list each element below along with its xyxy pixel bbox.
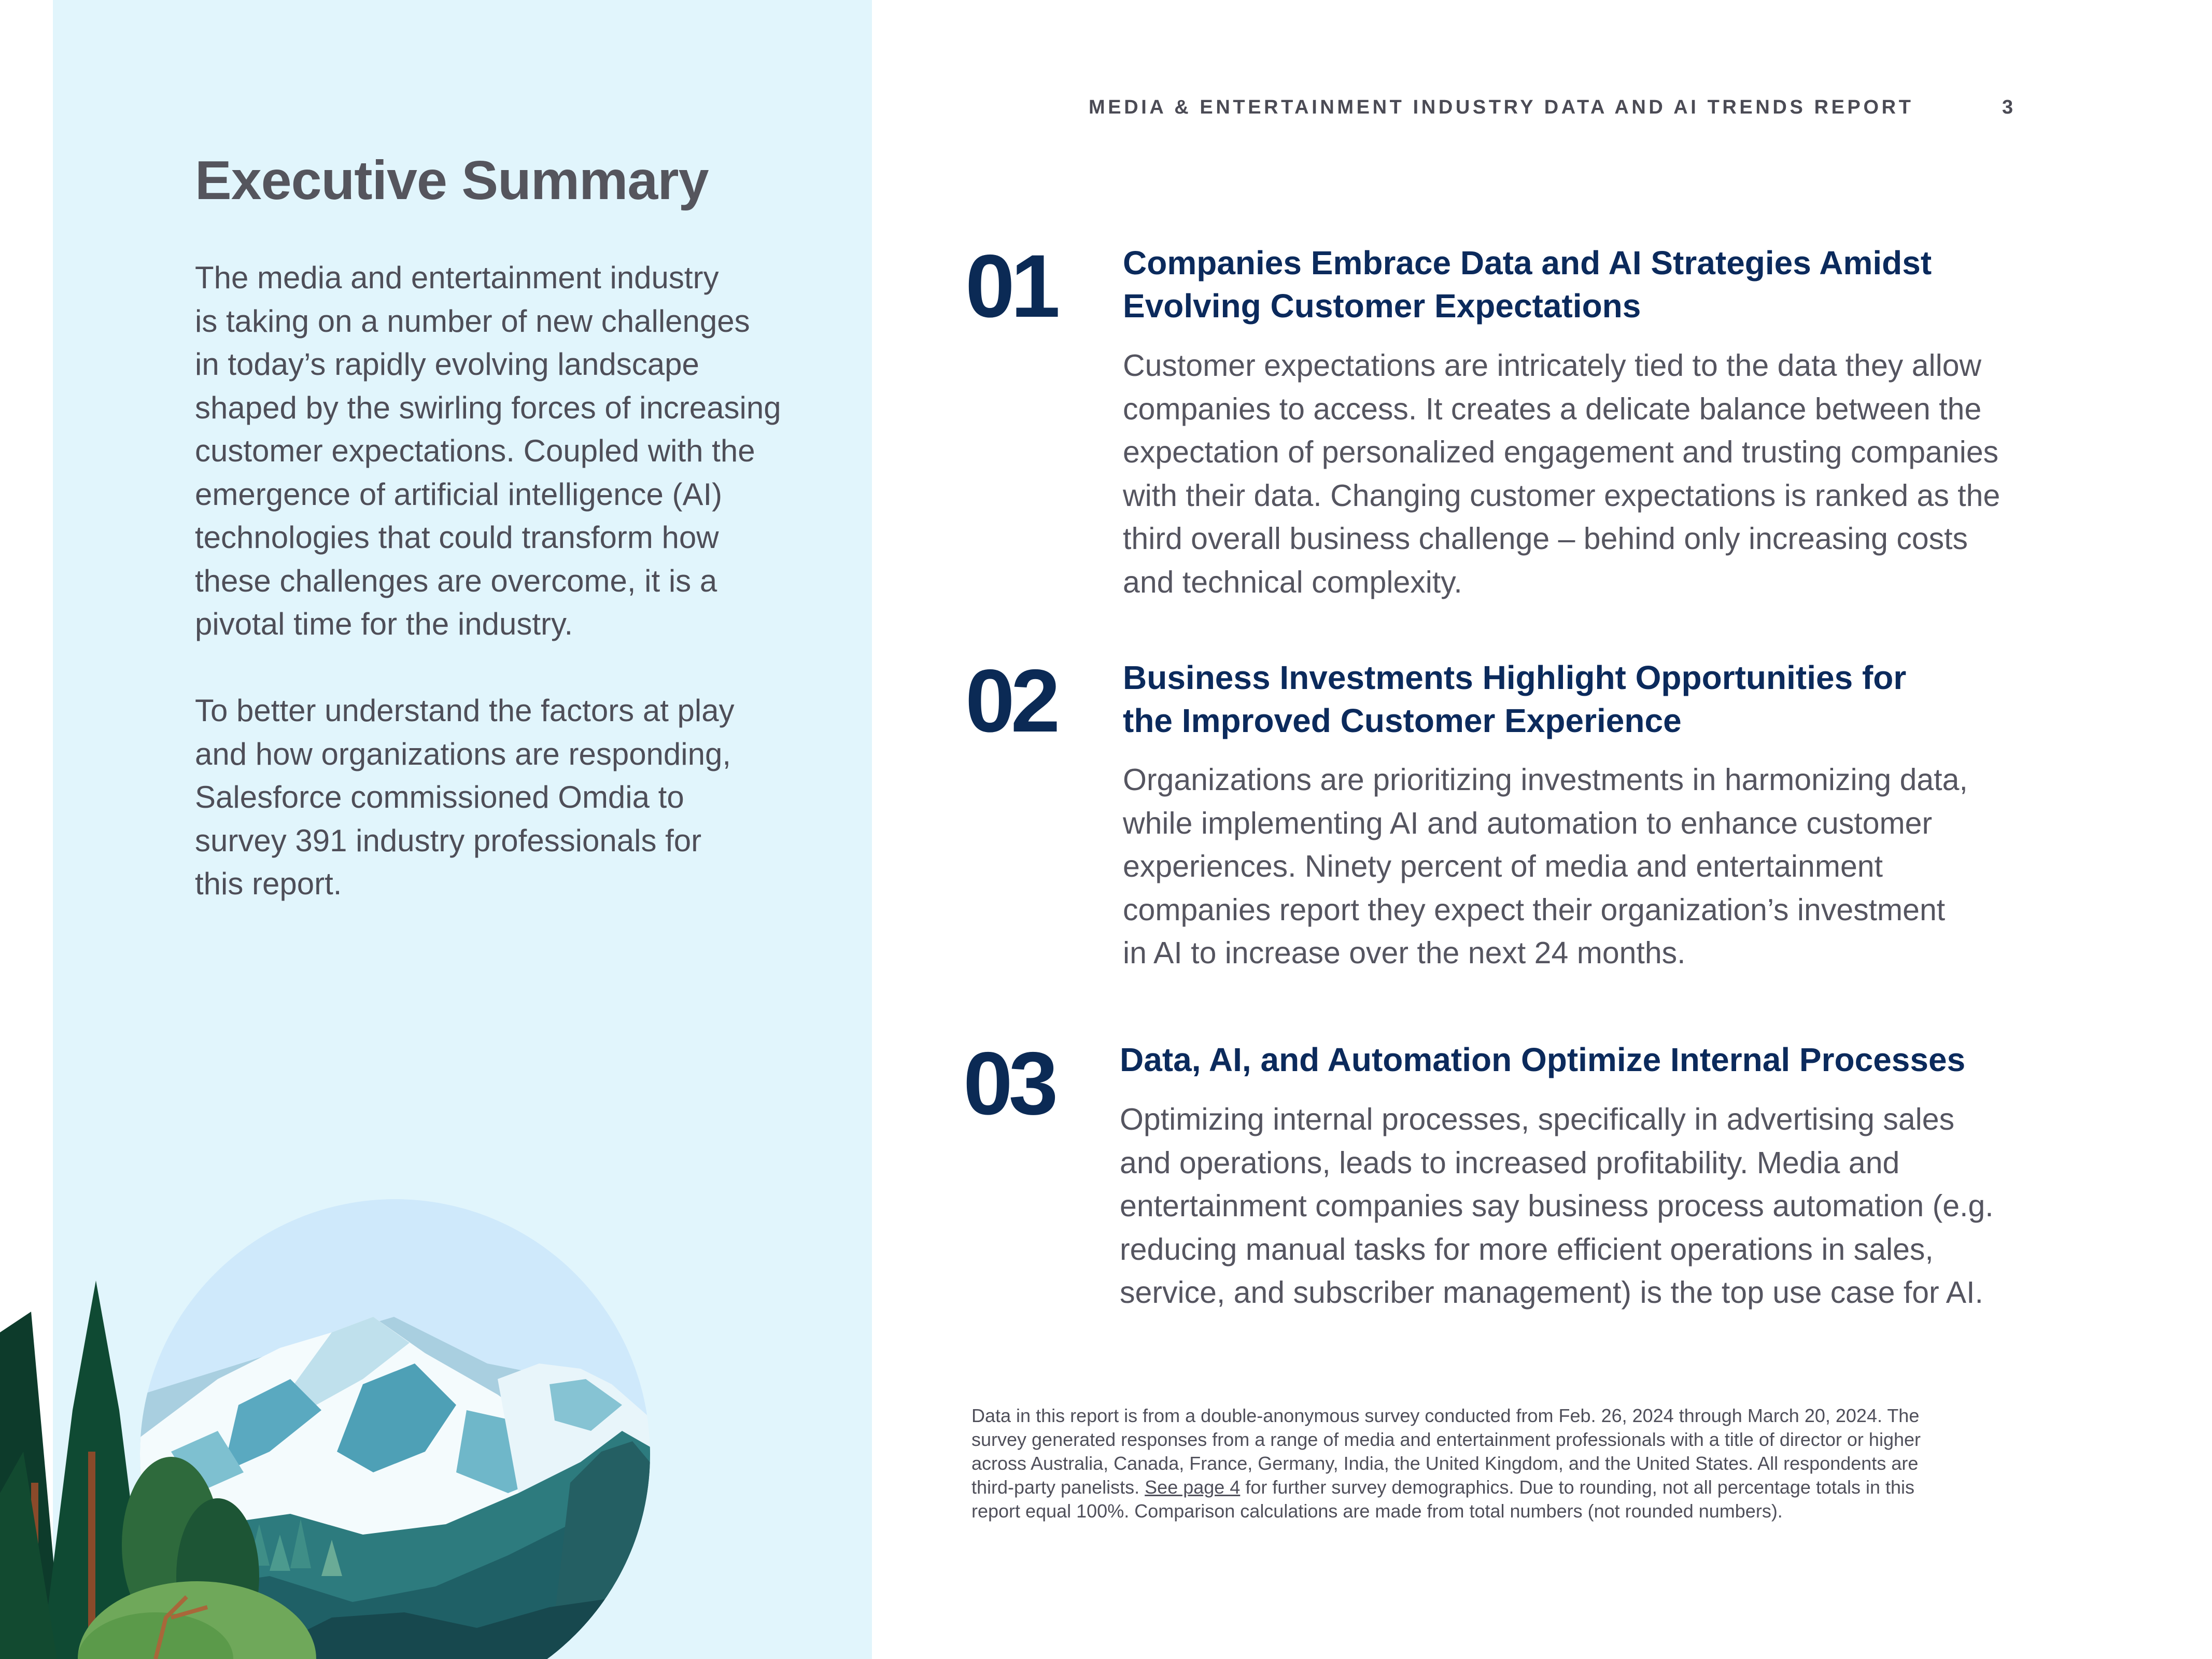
- intro-1-line-7: technologies that could transform how: [195, 520, 719, 555]
- footnote-line-4-start: third-party panelists.: [971, 1477, 1145, 1498]
- section-number-03: 03: [963, 1034, 1054, 1133]
- section-03-title-line-1: Data, AI, and Automation Optimize Internal Processes: [1120, 1041, 1966, 1078]
- intro-2-line-2: and how organizations are responding,: [195, 736, 731, 771]
- section-02-title-line-2: the Improved Customer Experience: [1123, 702, 1682, 739]
- intro-paragraph-1: [195, 256, 807, 646]
- intro-1-line-4: shaped by the swirling forces of increasing: [195, 390, 781, 425]
- section-01-body-line-4: with their data. Changing customer expectations is ranked as the: [1123, 478, 2000, 513]
- section-01-body-line-2: companies to access. It creates a delicate balance between the: [1123, 391, 1982, 426]
- intro-1-line-2: is taking on a number of new challenges: [195, 303, 750, 339]
- footnote-line-2: survey generated responses from a range of media and entertainment professionals with a title of director or higher: [971, 1429, 1921, 1450]
- section-02-body-line-2: while implementing AI and automation to enhance customer: [1123, 806, 1933, 840]
- footnote-line-3: across Australia, Canada, France, Germany, India, the United Kingdom, and the United States. All respondents are: [971, 1453, 1919, 1474]
- intro-2-line-3: Salesforce commissioned Omdia to: [195, 780, 684, 814]
- report-header-title: MEDIA & ENTERTAINMENT INDUSTRY DATA AND AI TRENDS REPORT: [1089, 96, 1914, 118]
- section-03-body-line-5: service, and subscriber management) is the top use case for AI.: [1120, 1275, 1983, 1310]
- section-body-01: [1123, 344, 2009, 604]
- section-01-body-line-3: expectation of personalized engagement and trusting companies: [1123, 435, 1999, 469]
- section-01-body-line-1: Customer expectations are intricately tied to the data they allow: [1123, 348, 1982, 383]
- section-01-title-line-2: Evolving Customer Expectations: [1123, 287, 1641, 325]
- section-number-02: 02: [965, 651, 1056, 751]
- section-number-01: 01: [965, 236, 1056, 336]
- mountain-illustration: [0, 1161, 881, 1659]
- section-02-body-line-5: in AI to increase over the next 24 months.: [1123, 936, 1686, 970]
- intro-1-line-5: customer expectations. Coupled with the: [195, 433, 755, 468]
- section-body-03: [1120, 1098, 2006, 1315]
- page-number: 3: [2002, 96, 2013, 118]
- survey-footnote: [971, 1404, 2029, 1523]
- intro-1-line-3: in today’s rapidly evolving landscape: [195, 347, 699, 382]
- section-03-body-line-2: and operations, leads to increased profitability. Media and: [1120, 1145, 1900, 1180]
- intro-1-line-6: emergence of artificial intelligence (AI): [195, 476, 723, 512]
- intro-paragraph-2: [195, 689, 807, 906]
- section-title-03: [1120, 1038, 1991, 1081]
- see-page-4-link[interactable]: See page 4: [1145, 1477, 1241, 1498]
- section-03-body-line-3: entertainment companies say business process automation (e.g.: [1120, 1189, 1994, 1223]
- intro-1-line-1: The media and entertainment industry: [195, 260, 719, 295]
- section-02-body-line-4: companies report they expect their organization’s investment: [1123, 892, 1946, 927]
- section-03-body-line-4: reducing manual tasks for more efficient operations in sales,: [1120, 1232, 1934, 1267]
- footnote-line-5: report equal 100%. Comparison calculations are made from total numbers (not rounded numbers).: [971, 1500, 1783, 1522]
- section-01-title-line-1: Companies Embrace Data and AI Strategies Amidst: [1123, 244, 1932, 282]
- intro-1-line-9: pivotal time for the industry.: [195, 607, 573, 641]
- section-title-01: [1123, 242, 1994, 328]
- section-title-02: [1123, 656, 1994, 742]
- section-02-body-line-3: experiences. Ninety percent of media and entertainment: [1123, 849, 1883, 883]
- intro-2-line-5: this report.: [195, 866, 342, 901]
- section-02-body-line-1: Organizations are prioritizing investments in harmonizing data,: [1123, 763, 1968, 797]
- footnote-line-1: Data in this report is from a double-anonymous survey conducted from Feb. 26, 2024 through March 20, 2024. The: [971, 1405, 1920, 1426]
- intro-1-line-8: these challenges are overcome, it is a: [195, 563, 717, 598]
- intro-2-line-1: To better understand the factors at play: [195, 693, 735, 728]
- section-01-body-line-6: and technical complexity.: [1123, 565, 1462, 599]
- footnote-line-4-end: for further survey demographics. Due to rounding, not all percentage totals in this: [1240, 1477, 1915, 1498]
- executive-summary-title: Executive Summary: [195, 150, 709, 211]
- section-body-02: [1123, 758, 2009, 975]
- section-01-body-line-5: third overall business challenge – behind only increasing costs: [1123, 522, 1968, 556]
- section-02-title-line-1: Business Investments Highlight Opportunities for: [1123, 659, 1907, 696]
- section-03-body-line-1: Optimizing internal processes, specifically in advertising sales: [1120, 1102, 1955, 1136]
- intro-2-line-4: survey 391 industry professionals for: [195, 823, 702, 858]
